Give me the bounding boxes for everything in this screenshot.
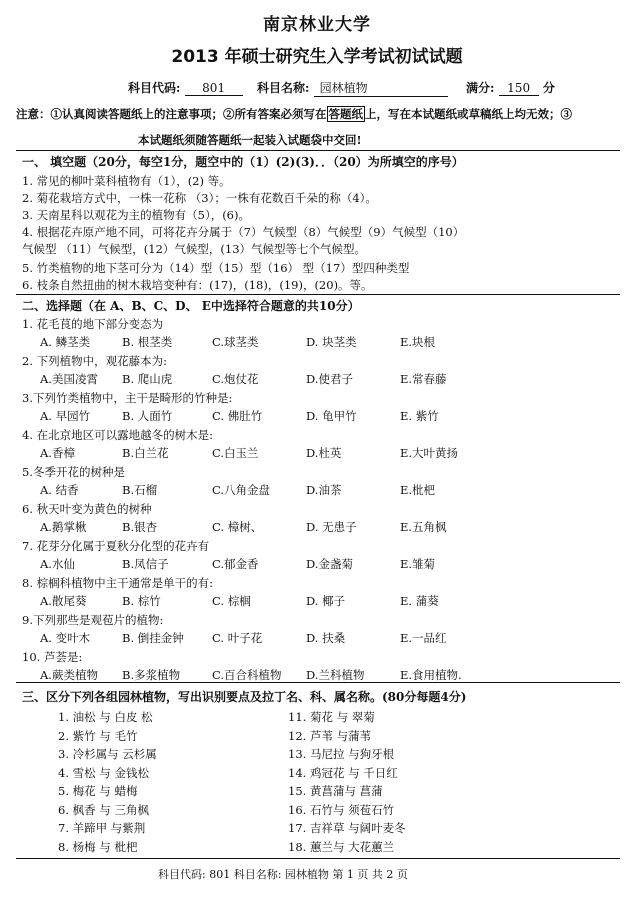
choice-option-a: A.蕨类植物 xyxy=(40,668,98,682)
choice-option-c: C.百合科植物 xyxy=(212,668,282,682)
choice-option-b: B. 棕竹 xyxy=(122,594,161,608)
fill-line-4b: 气候型 （11）气候型，(12）气候型，(13）气候型等七个气候型。 xyxy=(22,242,367,256)
choice-option-a: A.散尾葵 xyxy=(40,594,87,608)
choice-option-b: B. 爬山虎 xyxy=(122,372,173,386)
section-2-title: 二、选择题（在 A、B、C、D、 E中选择符合题意的共10分） xyxy=(22,299,360,313)
choice-option-c: C.郁金香 xyxy=(212,557,259,571)
choice-question-8: 8. 棕榈科植物中主干通常是单干的有: xyxy=(22,576,214,590)
pair-item-left: 3. 冷杉属与 云杉属 xyxy=(58,747,157,761)
choice-option-b: B.银杏 xyxy=(122,520,158,534)
choice-question-2: 2. 下列植物中，观花藤本为: xyxy=(22,354,168,368)
pair-item-right: 16. 石竹与 须苞石竹 xyxy=(288,802,395,817)
pair-item-left: 5. 梅花 与 蜡梅 xyxy=(58,784,138,798)
choice-option-e: E.一品红 xyxy=(400,631,447,645)
choice-option-d: D.金盏菊 xyxy=(306,557,353,571)
choice-option-c: C. 棕榈 xyxy=(212,594,251,608)
pair-item-right: 18. 蕙兰与 大花蕙兰 xyxy=(288,839,395,854)
pair-item-left: 8. 杨梅 与 枇杷 xyxy=(58,839,138,854)
subject-code-value: 801 xyxy=(185,81,243,96)
exam-meta-line xyxy=(128,79,555,97)
choice-option-e: E.雏菊 xyxy=(400,557,436,571)
choice-option-e: E.枇杷 xyxy=(400,483,436,497)
choice-option-a: A. 变叶木 xyxy=(40,631,91,645)
choice-option-b: B. 根茎类 xyxy=(122,335,173,349)
choice-option-c: C.白玉兰 xyxy=(212,446,259,460)
pair-item-left: 7. 羊蹄甲 与紫荆 xyxy=(58,821,146,835)
choice-option-d: D. 无患子 xyxy=(306,520,357,534)
choice-option-e: E.食用植物. xyxy=(400,668,462,682)
choice-option-a: A.水仙 xyxy=(40,557,75,571)
fill-line-3: 3. 天南星科以观花为主的植物有（5），(6)。 xyxy=(22,208,250,222)
choice-option-c: C. 佛肚竹 xyxy=(212,409,263,423)
choice-question-7: 7. 花芽分化属于夏秋分化型的花卉有 xyxy=(22,539,210,553)
pair-item-right: 15. 黄菖蒲与 菖蒲 xyxy=(288,784,383,798)
subject-code-label: 科目代码: xyxy=(128,81,181,95)
notice-line-2: 本试题纸须随答题纸一起装入试题袋中交回! xyxy=(138,133,362,147)
choice-question-4: 4. 在北京地区可以露地越冬的树木是: xyxy=(22,428,214,442)
choice-option-e: E. 蒲葵 xyxy=(400,594,439,608)
choice-option-c: C.八角金盘 xyxy=(212,483,271,497)
fill-line-5: 5. 竹类植物的地下茎可分为（14）型（15）型（16） 型（17）型四种类型 xyxy=(22,261,410,275)
subject-name-label: 科目名称: xyxy=(257,81,310,95)
choice-option-b: B.石榴 xyxy=(122,483,158,497)
notice-line xyxy=(16,106,572,122)
choice-option-b: B.多浆植物 xyxy=(122,668,181,682)
choice-option-b: B. 倒挂金钟 xyxy=(122,631,184,645)
pair-item-left: 4. 雪松 与 金钱松 xyxy=(58,765,149,780)
pair-item-left: 6. 枫香 与 三角枫 xyxy=(58,802,149,817)
choice-option-a: A. 早园竹 xyxy=(40,409,91,423)
choice-option-e: E.常春藤 xyxy=(400,372,447,386)
choice-option-e: E.大叶黄扬 xyxy=(400,446,459,460)
fill-line-4: 4. 根据花卉原产地不同，可将花卉分属于（7）气候型（8）气候型（9）气候型（10） xyxy=(22,225,465,239)
choice-option-a: A.鹅掌楸 xyxy=(40,520,87,534)
pair-item-right: 11. 菊花 与 翠菊 xyxy=(288,710,375,724)
choice-question-1: 1. 花毛茛的地下部分变态为 xyxy=(22,317,164,331)
page-footer: 科目代码: 801 科目名称: 园林植物 第 1 页 共 2 页 xyxy=(158,868,408,881)
choice-option-d: D.兰科植物 xyxy=(306,668,365,682)
notice-suffix: 上，写在本试题纸或草稿纸上均无效；③ xyxy=(365,107,572,121)
pair-item-right: 13. 马尼拉 与狗牙根 xyxy=(288,747,395,761)
full-score-value: 150 xyxy=(499,81,539,96)
pair-item-right: 12. 芦苇 与蒲苇 xyxy=(288,728,372,743)
subject-name-value: 园林植物 xyxy=(314,79,448,97)
section-1-title: 一、 填空题（20分，每空1分，题空中的（1）(2)(3)．．（20）为所填空的序号） xyxy=(22,155,464,169)
choice-option-b: B.凤信子 xyxy=(122,557,169,571)
divider-top xyxy=(16,150,620,151)
choice-option-a: A.美国凌霄 xyxy=(40,372,98,386)
pair-item-left: 1. 油松 与 白皮 松 xyxy=(58,710,153,724)
choice-option-c: C. 叶子花 xyxy=(212,631,263,645)
pair-item-right: 17. 吉祥草 与阔叶麦冬 xyxy=(288,821,406,835)
full-score-label: 满分: xyxy=(466,81,495,95)
divider-section-2 xyxy=(16,294,620,295)
choice-option-a: A. 结香 xyxy=(40,483,79,497)
choice-option-b: B.白兰花 xyxy=(122,446,169,460)
pair-item-left: 2. 紫竹 与 毛竹 xyxy=(58,728,138,743)
choice-question-3: 3.下列竹类植物中，主干是畸形的竹种是: xyxy=(22,391,233,405)
choice-option-c: C. 樟树、 xyxy=(212,520,263,534)
section-3-title: 三、区分下列各组园林植物，写出识别要点及拉丁名、科、属名称。(80分每题4分) xyxy=(22,690,467,704)
choice-option-c: C.炮仗花 xyxy=(212,372,259,386)
choice-option-b: B. 人面竹 xyxy=(122,409,173,423)
university-title: 南京林业大学 xyxy=(263,15,371,35)
choice-question-5: 5.冬季开花的树种是 xyxy=(22,465,125,479)
choice-option-e: E.块根 xyxy=(400,335,436,349)
answer-sheet-box: 答题纸 xyxy=(328,107,363,121)
choice-question-6: 6. 秋天叶变为黄色的树种 xyxy=(22,502,152,516)
choice-option-a: A. 鳞茎类 xyxy=(40,335,91,349)
choice-option-d: D. 龟甲竹 xyxy=(306,409,357,423)
fill-line-2: 2. 菊花栽培方式中，一株一花称 （3）；一株有花数百千朵的称（4）。 xyxy=(22,191,377,205)
choice-option-e: E. 紫竹 xyxy=(400,409,439,423)
choice-option-e: E.五角枫 xyxy=(400,520,447,534)
choice-option-d: D. 块茎类 xyxy=(306,335,357,349)
choice-option-d: D.杜英 xyxy=(306,446,342,460)
choice-question-9: 9.下列那些是观苞片的植物: xyxy=(22,613,164,627)
divider-bottom xyxy=(16,858,620,859)
choice-option-d: D.油茶 xyxy=(306,483,342,497)
full-score-unit: 分 xyxy=(542,81,555,95)
choice-option-a: A.香樟 xyxy=(40,446,75,460)
choice-question-10: 10. 芦荟是: xyxy=(22,650,83,664)
choice-option-d: D. 椰子 xyxy=(306,594,346,608)
choice-option-d: D. 扶桑 xyxy=(306,631,346,645)
fill-line-1: 1. 常见的柳叶菜科植物有（1），(2) 等。 xyxy=(22,174,231,188)
fill-line-6: 6. 枝条自然扭曲的树木栽培变种有：(17)，(18)，(19)，(20)。等。 xyxy=(22,278,373,292)
choice-option-d: D.使君子 xyxy=(306,372,353,386)
exam-title: 2013 年硕士研究生入学考试初试试题 xyxy=(171,47,463,67)
choice-option-c: C.球茎类 xyxy=(212,335,259,349)
notice-prefix: 注意：①认真阅读答题纸上的注意事项；②所有答案必须写在 xyxy=(16,107,327,121)
divider-section-3 xyxy=(16,682,620,683)
pair-item-right: 14. 鸡冠花 与 千日红 xyxy=(288,765,398,780)
